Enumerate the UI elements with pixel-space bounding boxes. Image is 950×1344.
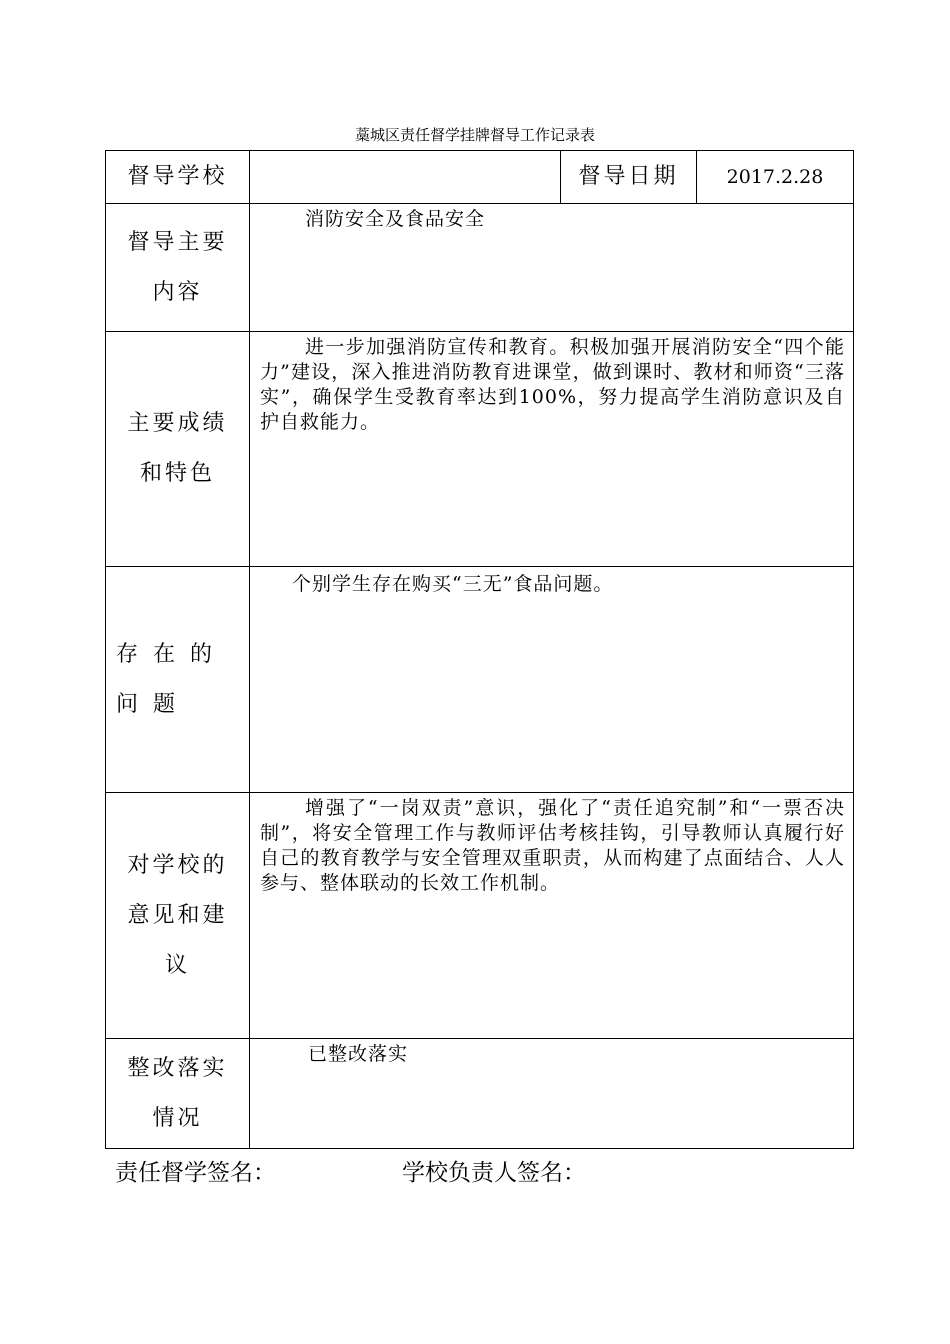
section-label-suggestions — [106, 793, 250, 1039]
section-content-main[interactable] — [250, 204, 854, 332]
section-row-achievements — [106, 332, 854, 567]
section-content-achievements[interactable] — [250, 332, 854, 567]
section-content-suggestions[interactable] — [250, 793, 854, 1039]
supervisor-signature-label: 责任督学签名： — [115, 1160, 276, 1186]
school-value[interactable] — [250, 151, 561, 204]
section-label-text: 对学校的意见和建议 — [127, 852, 228, 978]
section-row-problems — [106, 567, 854, 793]
form-title: 藁城区责任督学挂牌督导工作记录表 — [354, 126, 595, 144]
section-label-problems — [106, 567, 250, 793]
section-content-text: 增强了“一岗双责”意识，强化了“责任追究制”和“一票否决制”，将安全管理工作与教师评估考核挂钩，引导教师认真履行好自己的教育教学与安全管理双重职责，从而构建了点面结合、人人参与、整体联动的长效工作机制。 — [260, 797, 845, 894]
date-value[interactable]: 2017.2.28 — [697, 151, 854, 204]
section-label-content — [106, 204, 250, 332]
school-head-signature-label: 学校负责人签名： — [402, 1160, 586, 1186]
school-label: 督导学校 — [106, 151, 250, 204]
section-label-text: 主要成绩和特色 — [127, 411, 228, 486]
section-content-text: 个别学生存在购买“三无”食品问题。 — [292, 573, 614, 595]
section-content-text: 消防安全及食品安全 — [305, 208, 486, 230]
signature-row — [115, 1157, 586, 1189]
section-label-text: 督导主要内容 — [127, 229, 228, 305]
record-table — [105, 150, 854, 1149]
section-label-achievements — [106, 332, 250, 567]
header-row — [106, 151, 854, 204]
section-label-text: 存在的问题 — [116, 641, 228, 717]
section-label-rectification — [106, 1039, 250, 1149]
section-content-rectification[interactable] — [250, 1039, 854, 1149]
section-row-suggestions — [106, 793, 854, 1039]
section-content-problems[interactable] — [250, 567, 854, 793]
section-row-rectification — [106, 1039, 854, 1149]
section-row-content — [106, 204, 854, 332]
section-content-text: 进一步加强消防宣传和教育。积极加强开展消防安全“四个能力”建设，深入推进消防教育进课堂，做到课时、教材和师资“三落实”，确保学生受教育率达到100%，努力提高学生消防意识及自护自救能力。 — [260, 336, 845, 433]
date-label: 督导日期 — [561, 151, 697, 204]
section-label-text: 整改落实情况 — [127, 1055, 228, 1131]
section-content-text: 已整改落实 — [308, 1043, 409, 1065]
